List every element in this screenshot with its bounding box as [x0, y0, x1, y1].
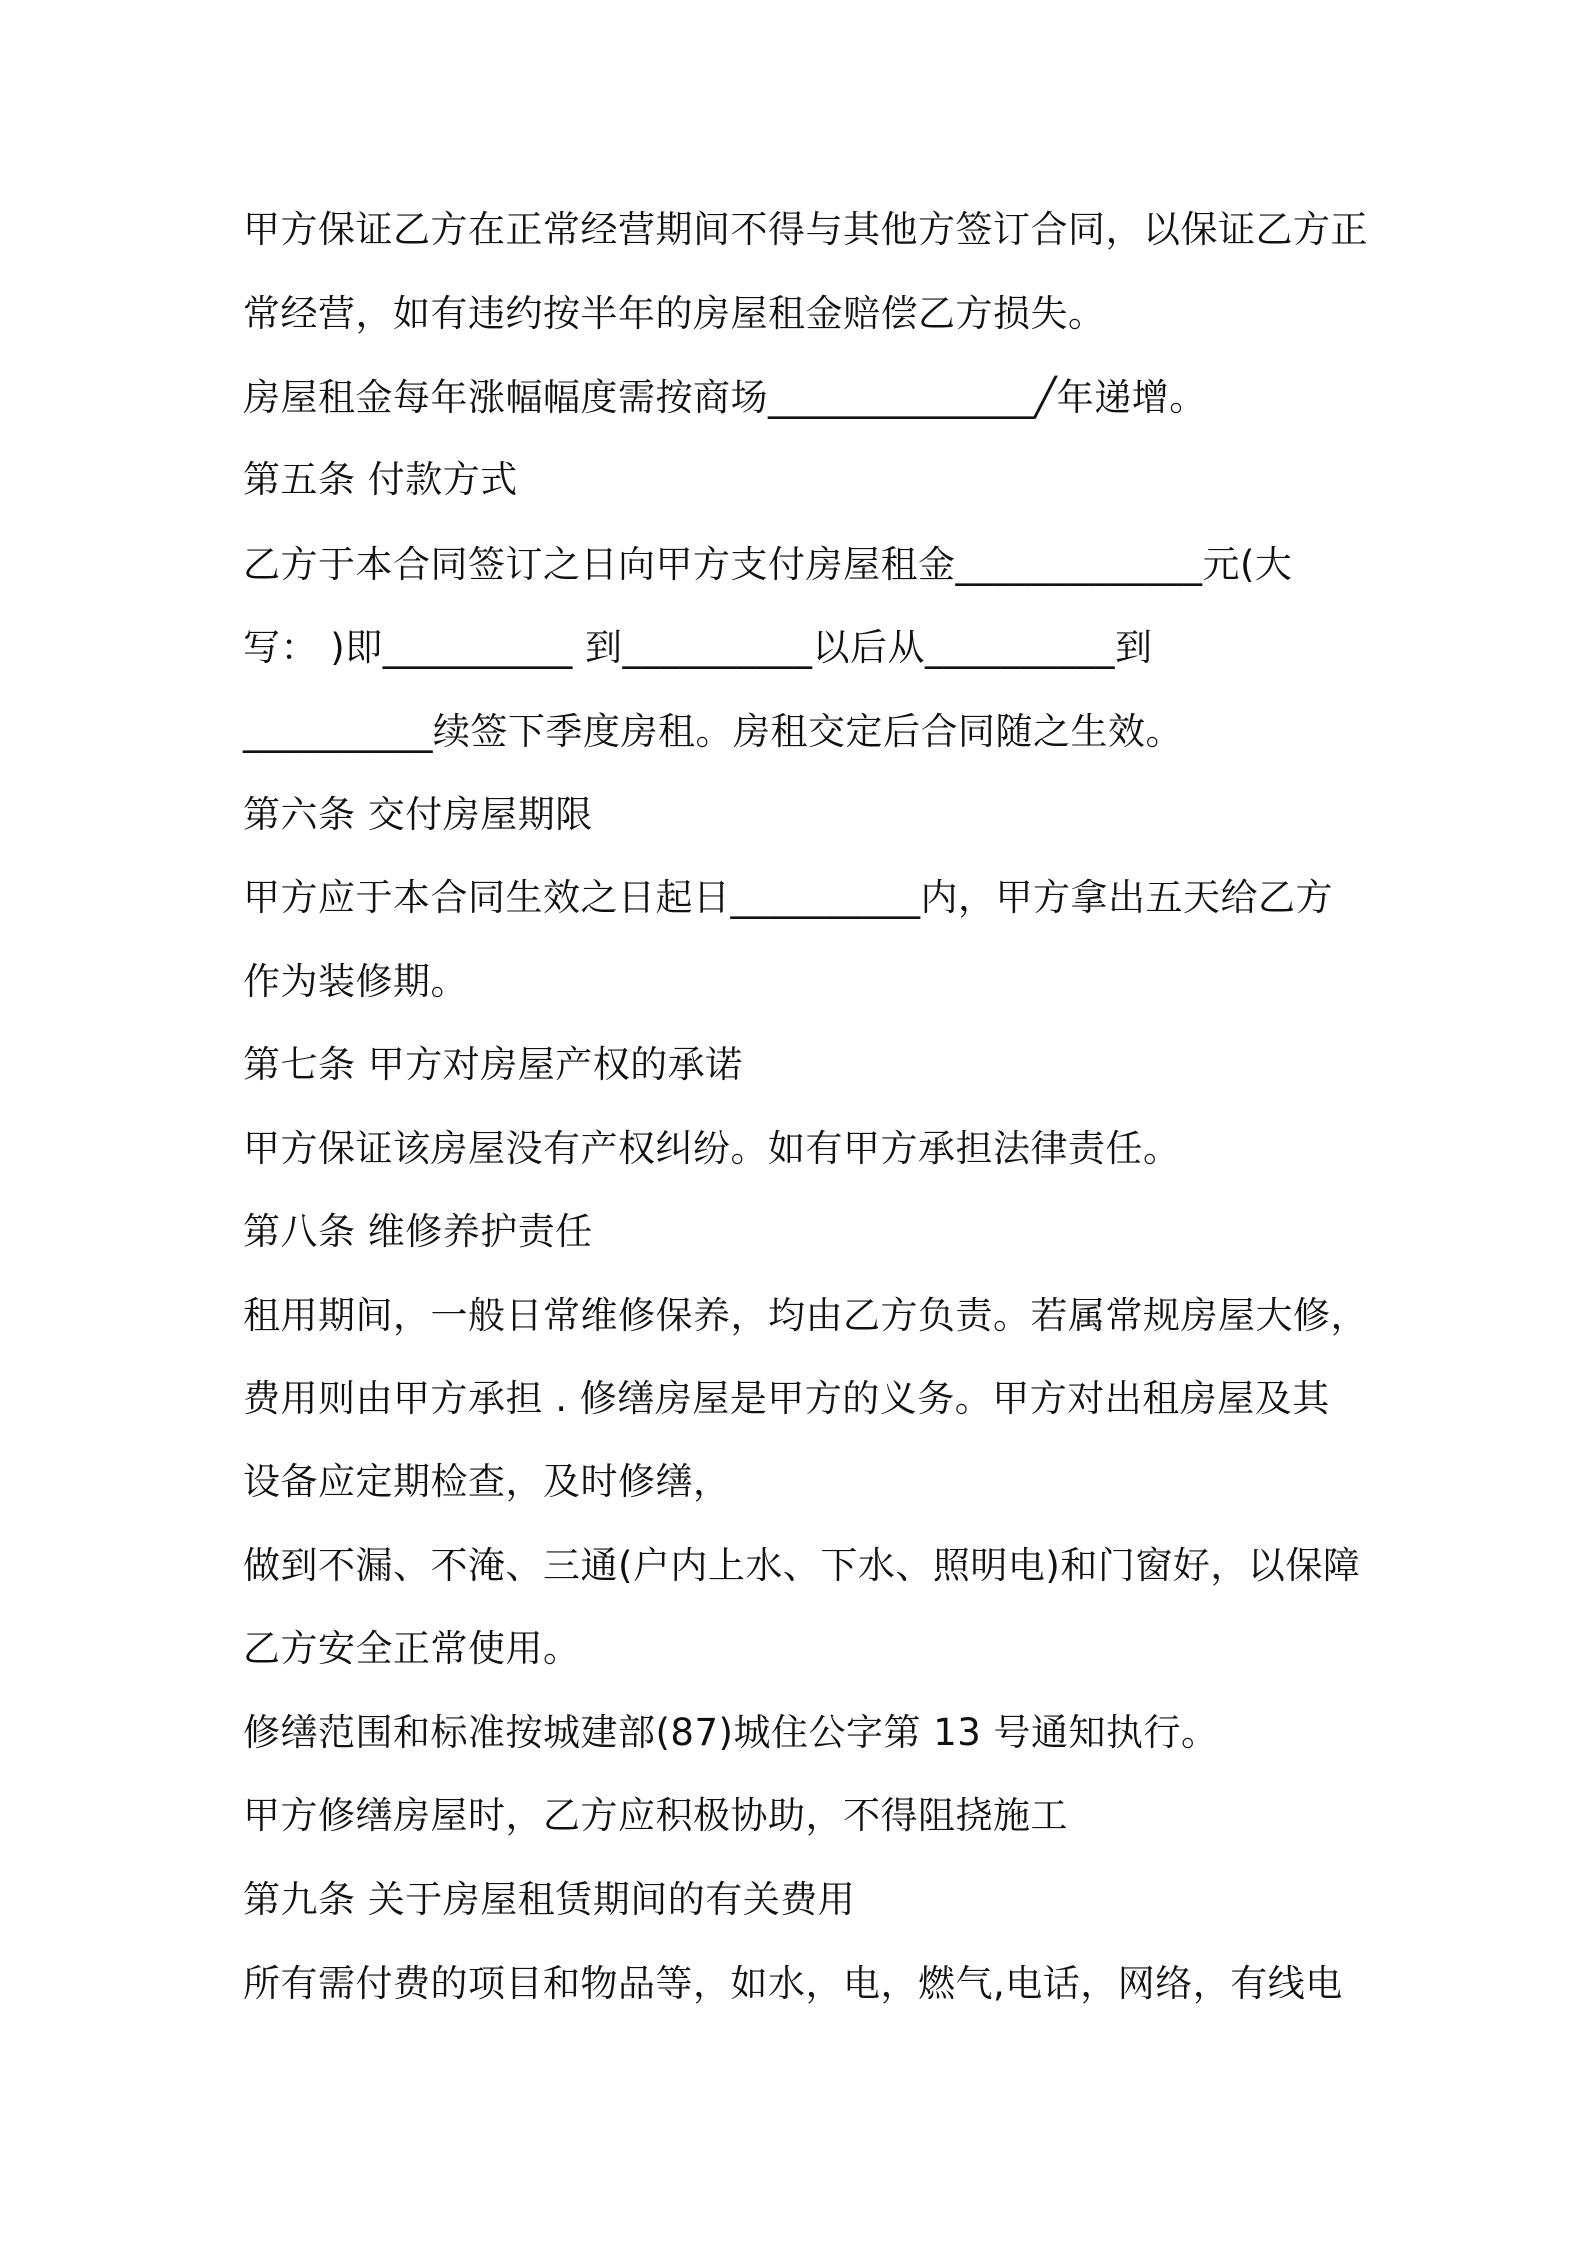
text-line: 乙方安全正常使用。: [243, 1627, 581, 1670]
text-line: 设备应定期检查，及时修缮，: [243, 1460, 731, 1503]
text-line: 甲方保证乙方在正常经营期间不得与其他方签订合同，以保证乙方正: [243, 208, 1368, 251]
text-line: 写： )即__________ 到__________以后从__________到: [243, 626, 1153, 669]
section-heading: 第八条 维修养护责任: [243, 1210, 593, 1253]
text-line: 所有需付费的项目和物品等，如水，电，燃气,电话，网络，有线电: [243, 1962, 1343, 2005]
text-line: 甲方修缮房屋时，乙方应积极协助，不得阻挠施工: [243, 1794, 1068, 1837]
text-line: 费用则由甲方承担 . 修缮房屋是甲方的义务。甲方对出租房屋及其: [243, 1377, 1330, 1420]
text-line: 房屋租金每年涨幅幅度需按商场______________╱年递增。: [243, 376, 1207, 419]
text-line: 甲方保证该房屋没有产权纠纷。如有甲方承担法律责任。: [243, 1127, 1181, 1170]
text-line: 租用期间，一般日常维修保养，均由乙方负责。若属常规房屋大修，: [243, 1294, 1368, 1337]
text-line: 常经营，如有违约按半年的房屋租金赔偿乙方损失。: [243, 292, 1106, 335]
text-line: 乙方于本合同签订之日向甲方支付房屋租金_____________元(大: [243, 543, 1293, 586]
text-line: 作为装修期。: [243, 960, 468, 1003]
section-heading: 第六条 交付房屋期限: [243, 793, 593, 836]
section-heading: 第五条 付款方式: [243, 458, 518, 501]
text-line: 甲方应于本合同生效之日起日__________内，甲方拿出五天给乙方: [243, 876, 1333, 919]
section-heading: 第七条 甲方对房屋产权的承诺: [243, 1043, 743, 1086]
text-line: __________续签下季度房租。房租交定后合同随之生效。: [243, 710, 1183, 753]
text-line: 修缮范围和标准按城建部(87)城住公字第 13 号通知执行。: [243, 1711, 1219, 1754]
section-heading: 第九条 关于房屋租赁期间的有关费用: [243, 1878, 856, 1921]
text-line: 做到不漏、不淹、三通(户内上水、下水、照明电)和门窗好，以保障: [243, 1544, 1361, 1587]
